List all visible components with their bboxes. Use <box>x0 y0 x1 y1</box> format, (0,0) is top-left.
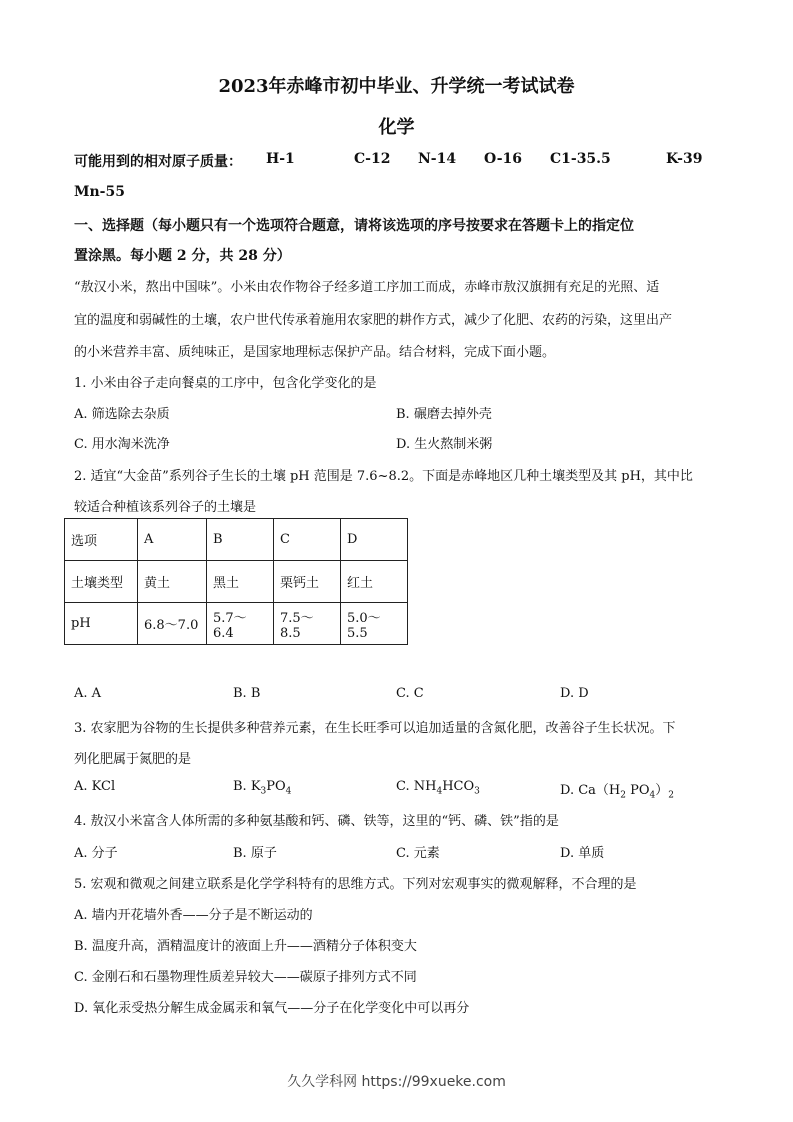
q3-option-c <box>396 779 480 797</box>
q1-option-d: D. 生火熬制米粥 <box>396 437 493 452</box>
question-1-stem: 1. 小米由谷子走向餐桌的工序中，包含化学变化的是 <box>74 376 377 391</box>
formula-subscript: 4 <box>649 790 656 801</box>
table-cell: 红土 <box>341 561 408 603</box>
atomic-mass-label: 可能用到的相对原子质量： <box>74 154 242 170</box>
section-heading-cont: 置涂黑。每小题 2 分，共 28 分） <box>74 248 291 264</box>
q4-option-a: A. 分子 <box>74 846 118 861</box>
atomic-mass-o: O-16 <box>484 151 523 167</box>
formula-text: C. NH <box>396 779 437 794</box>
formula-text: B. K <box>233 779 261 794</box>
q5-option-d: D. 氧化汞受热分解生成金属汞和氧气——分子在化学变化中可以再分 <box>74 1001 470 1016</box>
table-cell: 栗钙土 <box>274 561 341 603</box>
formula-subscript: 4 <box>436 786 443 797</box>
formula-subscript: 3 <box>474 786 480 797</box>
q4-option-d: D. 单质 <box>560 846 605 861</box>
table-row <box>65 561 408 603</box>
q2-option-d: D. D <box>560 686 589 701</box>
question-5-stem: 5. 宏观和微观之间建立联系是化学学科特有的思维方式。下列对宏观事实的微观解释，不合理的是 <box>74 877 637 892</box>
atomic-mass-k: K-39 <box>666 151 703 167</box>
table-cell: 土壤类型 <box>65 561 138 603</box>
table-cell: B <box>207 519 274 561</box>
q5-option-a: A. 墙内开花墙外香——分子是不断运动的 <box>74 908 313 923</box>
formula-text: PO <box>626 783 650 798</box>
table-row <box>65 519 408 561</box>
table-cell: 5.7～6.4 <box>207 603 274 645</box>
q1-option-b: B. 碾磨去掉外壳 <box>396 407 492 422</box>
table-cell: D <box>341 519 408 561</box>
q5-option-b: B. 温度升高，酒精温度计的液面上升——酒精分子体积变大 <box>74 939 417 954</box>
formula-text: D. Ca（H <box>560 783 621 798</box>
formula-subscript: 2 <box>668 790 675 801</box>
q2-option-b: B. B <box>233 686 261 701</box>
question-2-stem-cont: 较适合种植该系列谷子的土壤是 <box>74 500 257 515</box>
table-cell: pH <box>65 603 138 645</box>
formula-text: HCO <box>442 779 475 794</box>
q3-option-a: A. KCl <box>74 779 116 794</box>
table-cell: 7.5～8.5 <box>274 603 341 645</box>
passage-line: 的小米营养丰富、质纯味正，是国家地理标志保护产品。结合材料，完成下面小题。 <box>74 345 556 360</box>
atomic-mass-c: C-12 <box>354 151 391 167</box>
table-cell: 6.8～7.0 <box>138 603 207 645</box>
atomic-mass-h: H-1 <box>266 151 295 167</box>
q3-option-b <box>233 779 291 797</box>
table-cell: 黑土 <box>207 561 274 603</box>
table-cell: 5.0～5.5 <box>341 603 408 645</box>
footer-link[interactable]: 久久学科网 https://99xueke.com <box>287 1074 506 1090</box>
formula-subscript: 4 <box>285 786 292 797</box>
atomic-mass-cl: C1-35.5 <box>550 151 611 167</box>
table-cell: 选项 <box>65 519 138 561</box>
q1-option-c: C. 用水淘米洗净 <box>74 437 170 452</box>
passage-line: “敖汉小米，熬出中国味”。小米由农作物谷子经多道工序加工而成，赤峰市敖汉旗拥有充足的光照、适 <box>74 280 660 295</box>
question-2-stem: 2. 适宜“大金苗”系列谷子生长的土壤 pH 范围是 7.6~8.2。下面是赤峰地区几种土壤类型及其 pH，其中比 <box>74 469 693 484</box>
q4-option-b: B. 原子 <box>233 846 277 861</box>
table-row <box>65 603 408 645</box>
question-3-stem-cont: 列化肥属于氮肥的是 <box>74 752 192 767</box>
q4-option-c: C. 元素 <box>396 846 440 861</box>
q3-option-d <box>560 779 674 801</box>
formula-text: PO <box>266 779 286 794</box>
soil-ph-table <box>64 518 408 645</box>
q5-option-c: C. 金刚石和石墨物理性质差异较大——碳原子排列方式不同 <box>74 970 417 985</box>
table-cell: C <box>274 519 341 561</box>
atomic-mass-n: N-14 <box>418 151 457 167</box>
q2-option-c: C. C <box>396 686 424 701</box>
formula-text: ） <box>655 783 669 798</box>
question-4-stem: 4. 敖汉小米富含人体所需的多种氨基酸和钙、磷、铁等，这里的“钙、磷、铁”指的是 <box>74 814 559 829</box>
q2-option-a: A. A <box>74 686 102 701</box>
atomic-mass-mn: Mn-55 <box>74 184 125 200</box>
passage-line: 宜的温度和弱碱性的土壤，农户世代传承着施用农家肥的耕作方式，减少了化肥、农药的污染，这里出产 <box>74 313 673 328</box>
formula-subscript: 2 <box>620 790 626 801</box>
subject-title: 化学 <box>378 117 415 138</box>
question-3-stem: 3. 农家肥为谷物的生长提供多种营养元素，在生长旺季可以追加适量的含氮化肥，改善谷子生长状况。下 <box>74 721 676 736</box>
table-cell: A <box>138 519 207 561</box>
formula-subscript: 3 <box>260 786 267 797</box>
page-title: 2023年赤峰市初中毕业、升学统一考试试卷 <box>218 76 575 97</box>
table-cell: 黄土 <box>138 561 207 603</box>
q1-option-a: A. 筛选除去杂质 <box>74 407 170 422</box>
section-heading: 一、选择题（每小题只有一个选项符合题意，请将该选项的序号按要求在答题卡上的指定位 <box>74 218 634 234</box>
